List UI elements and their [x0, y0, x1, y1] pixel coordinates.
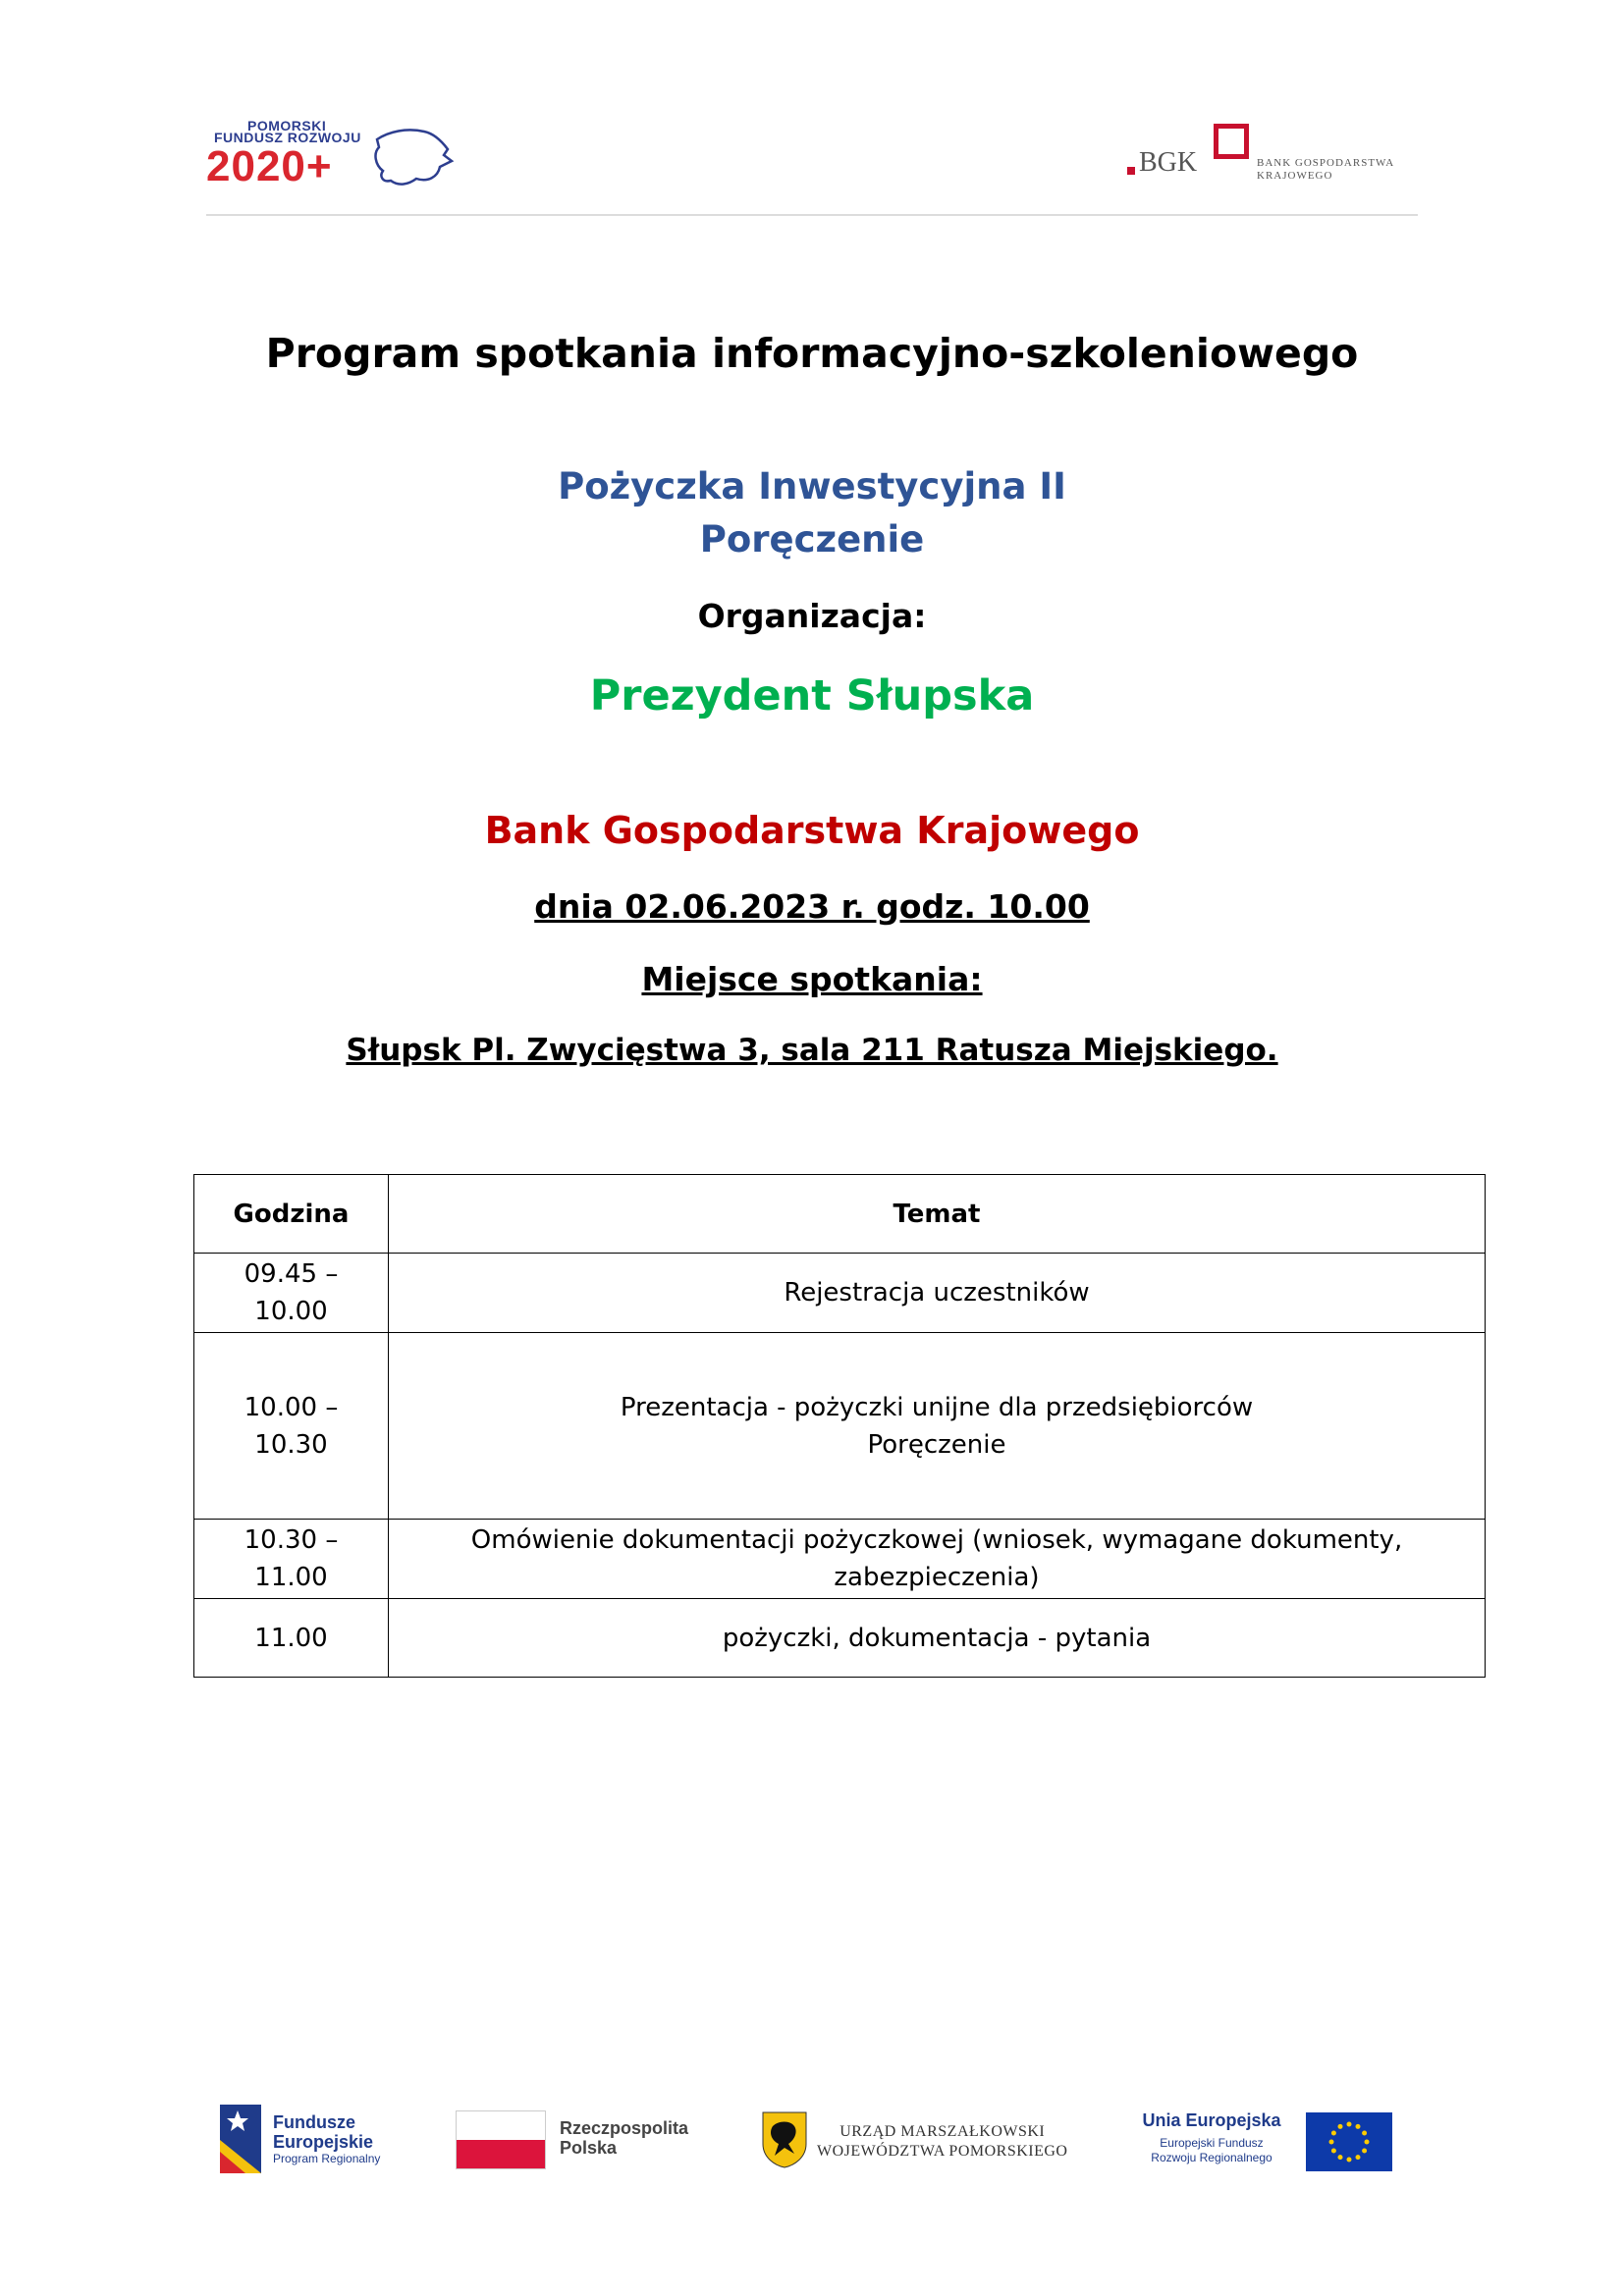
- header-divider: [206, 214, 1418, 216]
- um-line2: WOJEWÓDZTWA POMORSKIEGO: [817, 2143, 1068, 2160]
- meeting-date: dnia 02.06.2023 r. godz. 10.00: [534, 887, 1090, 926]
- table-row: [194, 1333, 1486, 1520]
- table-row: [194, 1254, 1486, 1333]
- topic-line: Poręczenie: [867, 1429, 1006, 1460]
- bgk-dot-icon: [1127, 167, 1135, 175]
- program-subname: Poręczenie: [699, 518, 925, 561]
- fe-title: [273, 2112, 373, 2152]
- bgk-logo-sub1: BANK GOSPODARSTWA: [1257, 157, 1395, 169]
- pomorskie-map-icon: [369, 122, 458, 190]
- organizer-bank: Bank Gospodarstwa Krajowego: [484, 809, 1140, 852]
- time-cell: 10.30 – 11.00: [194, 1520, 389, 1599]
- table-row: [194, 1599, 1486, 1678]
- pfr-logo-line2: FUNDUSZ ROZWOJU: [214, 130, 361, 145]
- bgk-logo: [1127, 120, 1422, 188]
- document-title: Program spotkania informacyjno-szkoleniowego: [265, 330, 1359, 377]
- agenda-table: [193, 1174, 1486, 1678]
- topic-line: Rejestracja uczestników: [784, 1278, 1090, 1308]
- topic-cell: [389, 1599, 1486, 1678]
- time-cell: 09.45 – 10.00: [194, 1254, 389, 1333]
- meeting-place: Słupsk Pl. Zwycięstwa 3, sala 211 Ratusza Miejskiego.: [346, 1033, 1278, 1068]
- bgk-square-icon: [1214, 124, 1249, 159]
- table-row: [194, 1520, 1486, 1599]
- bgk-logo-text: BGK: [1139, 147, 1198, 178]
- topic-cell: [389, 1520, 1486, 1599]
- pomorskie-crest-icon: [761, 2110, 808, 2169]
- ue-line3: Rozwoju Regionalnego: [1151, 2151, 1272, 2164]
- fe-line3: Program Regionalny: [273, 2152, 381, 2165]
- organization-label: Organizacja:: [697, 597, 927, 635]
- program-name: Pożyczka Inwestycyjna II: [558, 465, 1066, 507]
- organizer-mayor: Prezydent Słupska: [589, 671, 1035, 721]
- rp-line2: Polska: [560, 2138, 618, 2158]
- fundusze-europejskie-icon: [216, 2101, 265, 2177]
- ue-line1: Unia Europejska: [1142, 2110, 1281, 2130]
- place-label: Miejsce spotkania:: [641, 960, 983, 998]
- ue-line2: Europejski Fundusz: [1160, 2136, 1264, 2150]
- pfr-logo-line1: POMORSKI: [247, 118, 327, 133]
- fe-line2: Europejskie: [273, 2132, 374, 2152]
- time-cell: 10.00 – 10.30: [194, 1333, 389, 1520]
- agenda-header-row: [194, 1175, 1486, 1254]
- rp-title: [560, 2118, 688, 2158]
- um-title: [817, 2122, 1067, 2162]
- pfr-logo-year: 2020+: [206, 142, 333, 190]
- um-line1: URZĄD MARSZAŁKOWSKI: [839, 2123, 1046, 2140]
- polish-flag-icon: [456, 2110, 546, 2169]
- topic-cell: [389, 1333, 1486, 1520]
- header-time: Godzina: [194, 1175, 389, 1254]
- topic-line: zabezpieczenia): [834, 1563, 1040, 1592]
- eu-flag-icon: [1306, 2112, 1392, 2171]
- topic-line: Prezentacja - pożyczki unijne dla przedsiębiorców: [620, 1392, 1254, 1422]
- header-topic: Temat: [389, 1175, 1486, 1254]
- ue-subtitle: [1133, 2136, 1290, 2165]
- time-cell: 11.00: [194, 1599, 389, 1678]
- topic-cell: [389, 1254, 1486, 1333]
- topic-line: pożyczki, dokumentacja - pytania: [722, 1623, 1152, 1653]
- topic-line: Omówienie dokumentacji pożyczkowej (wniosek, wymagane dokumenty,: [470, 1525, 1403, 1555]
- footer-logos: [216, 2101, 1394, 2179]
- fe-line1: Fundusze: [273, 2112, 355, 2132]
- rp-line1: Rzeczpospolita: [560, 2118, 689, 2138]
- bgk-logo-sub2: KRAJOWEGO: [1257, 170, 1333, 182]
- pomorski-fundusz-rozwoju-logo: [206, 120, 461, 194]
